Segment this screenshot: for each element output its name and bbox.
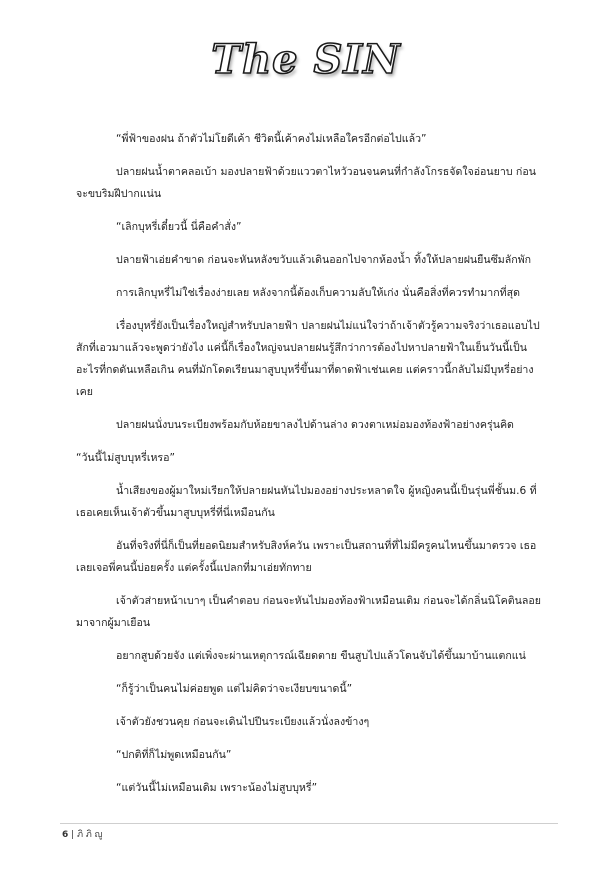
paragraph: เรื่องบุหรี่ยังเป็นเรื่องใหญ่สำหรับปลายฟ้า ปลายฝนไม่แน่ใจว่าถ้าเจ้าตัวรู้ความจริงว่าเธอแอบไปสักที่เอวมาแล้วจะพูดว่ายังไง แค่นี้ก็เรื่องใหญ่จนปลายฝนรู้สึกว่าการต้องไปหาปลายฟ้าในเย็นวันนี้เป็นอะไรที่กดดันเหลือเกิน คนที่มักโดดเรียนมาสูบบุหรี่ขึ้นมาที่ดาดฟ้าเช่นเคย แต่คราวนี้กลับไม่มีบุหรี่อย่างเคย bbox=[76, 320, 540, 398]
footer-divider bbox=[60, 823, 558, 824]
paragraph: เจ้าตัวส่ายหน้าเบาๆ เป็นคำตอบ ก่อนจะหันไปมองท้องฟ้าเหมือนเดิม ก่อนจะได้กลิ่นนิโคตินลอยมาจากผู้มาเยือน bbox=[76, 595, 541, 629]
paragraph: “วันนี้ไม่สูบบุหรี่เหรอ” bbox=[76, 452, 175, 464]
paragraph: “พี่ฟ้าของฝน ถ้าตัวไม่โยดีเค้า ชีวิตนี้เค้าคงไม่เหลือใครอีกต่อไปแล้ว” bbox=[116, 133, 427, 145]
chapter-body bbox=[76, 128, 546, 810]
paragraph: “เลิกบุหรี่เดี๋ยวนี้ นี่คือคำสั่ง” bbox=[116, 221, 242, 233]
paragraph: ปลายฝนนั่งบนระเบียงพร้อมกับห้อยขาลงไปด้านล่าง ดวงตาเหม่อมองท้องฟ้าอย่างครุ่นคิด bbox=[116, 419, 514, 431]
paragraph: การเลิกบุหรี่ไม่ใช่เรื่องง่ายเลย หลังจากนี้ต้องเก็บความลับให้เก่ง นั่นคือสิ่งที่ควรทำมากที่สุด bbox=[116, 287, 520, 299]
page-footer bbox=[62, 827, 102, 841]
footer-separator: | bbox=[71, 830, 75, 840]
paragraph: “ปกติที่ก็ไม่พูดเหมือนกัน” bbox=[116, 749, 232, 761]
title-banner bbox=[0, 36, 612, 83]
paragraph: เจ้าตัวยังชวนคุย ก่อนจะเดินไปปีนระเบียงแล้วนั่งลงข้างๆ bbox=[116, 716, 370, 728]
book-title: The SIN bbox=[211, 36, 401, 83]
paragraph: ปลายฟ้าเอ่ยคำขาด ก่อนจะหันหลังขวับแล้วเดินออกไปจากห้องน้ำ ทิ้งให้ปลายฝนยืนซึมลักพัก bbox=[116, 254, 532, 266]
paragraph: “แต่วันนี้ไม่เหมือนเดิม เพราะน้องไม่สูบบุหรี่” bbox=[116, 782, 318, 794]
paragraph: ปลายฝนน้ำตาคลอเบ้า มองปลายฟ้าด้วยแววตาไหวัวอนจนคนที่กำลังโกรธจัดใจอ่อนยาบ ก่อนจะขบริมฝีปากแน่น bbox=[76, 166, 536, 200]
paragraph: อยากสูบด้วยจัง แต่เพิ่งจะผ่านเหตุการณ์เฉียดตาย ขืนสูบไปแล้วโดนจับได้ขึ้นมาบ้านแตกแน่ bbox=[116, 650, 526, 662]
paragraph: “ก็รู้ว่าเป็นคนไม่ค่อยพูด แต่ไม่คิดว่าจะเงียบขนาดนี้” bbox=[116, 683, 353, 695]
author-name: ภิ ภิ ญู bbox=[77, 830, 103, 840]
paragraph: อันที่จริงที่นี่ก็เป็นที่ยอดนิยมสำหรับสิงห์ควัน เพราะเป็นสถานที่ที่ไม่มีครูคนไหนขึ้นมาตรวจ เธอเลยเจอพี่คนนี้บ่อยครั้ง แต่ครั้งนี้แปลกที่มาเอ่ยทักทาย bbox=[76, 540, 537, 574]
page-number: 6 bbox=[62, 830, 69, 840]
paragraph: น้ำเสียงของผู้มาใหม่เรียกให้ปลายฝนหันไปมองอย่างประหลาดใจ ผู้หญิงคนนี้เป็นรุ่นพี่ชั้นม.6 ที่เธอเคยเห็นเจ้าตัวขึ้นมาสูบบุหรี่ที่นี่เหมือนกัน bbox=[76, 485, 537, 519]
